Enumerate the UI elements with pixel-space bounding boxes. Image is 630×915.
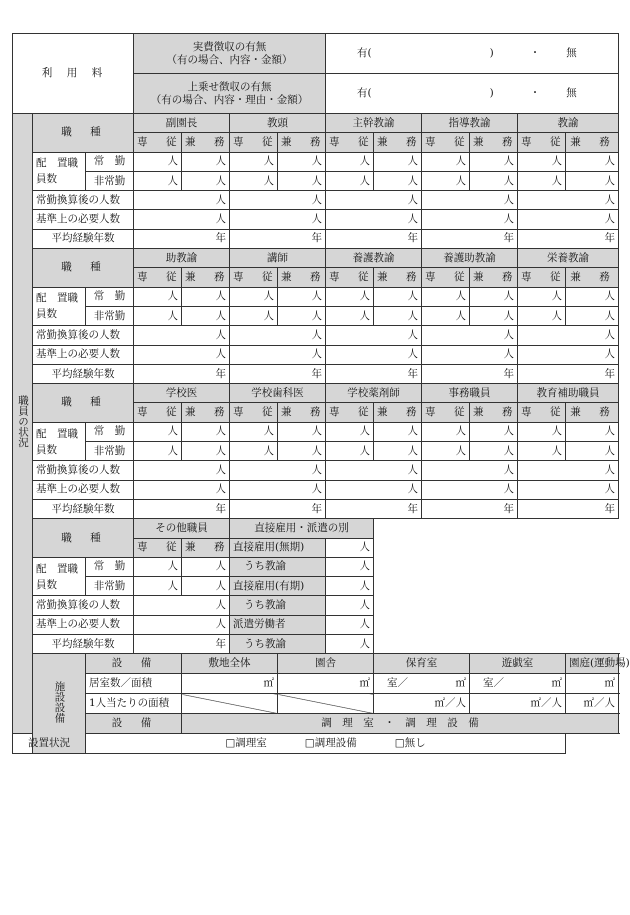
full-time-dedicated-header: 専 従 [230, 403, 278, 422]
required-label: 基準上の必要人数 [33, 210, 134, 229]
total-cell[interactable]: 年 [326, 229, 422, 248]
m2-unit: ㎡ [455, 677, 467, 690]
of-which-teacher-label: うち教諭 [230, 596, 326, 615]
table-row [13, 152, 619, 171]
full-time-dedicated-header: 専 従 [422, 268, 470, 287]
job-type-header: 職 種 [33, 249, 134, 288]
concurrent-header: 兼 務 [182, 538, 230, 557]
table-row [13, 364, 619, 383]
required-label: 基準上の必要人数 [33, 480, 134, 499]
count-cell[interactable]: 人 [326, 306, 374, 325]
actual-fee-title: 実費徴収の有無 [192, 40, 267, 53]
extra-fee-sub: （有の場合、内容・理由・金額） [150, 93, 309, 106]
staff-section-label [13, 114, 33, 734]
total-cell[interactable]: 人 [326, 461, 422, 480]
total-cell[interactable]: 人 [422, 326, 518, 345]
job-title-header: 学校医 [134, 384, 230, 403]
job-title-header: 事務職員 [422, 384, 518, 403]
count-cell[interactable]: 人 [278, 287, 326, 306]
count-cell[interactable]: 人 [422, 306, 470, 325]
count-cell[interactable]: 人 [470, 152, 518, 171]
placement-label [33, 287, 86, 326]
table-row [13, 229, 619, 248]
count-cell[interactable]: 人 [374, 422, 422, 441]
room-prefix: 室／ [387, 677, 409, 690]
blank-area [374, 519, 518, 654]
full-time-dedicated-header: 専 従 [422, 133, 470, 152]
total-cell[interactable]: 人 [134, 210, 230, 229]
other-staff-header: その他職員 [134, 519, 230, 538]
per-person-cell[interactable]: ㎡／人 [566, 694, 619, 714]
parttime-label: 非常勤 [86, 171, 134, 190]
table-row [13, 557, 619, 576]
equipment-header: 設 備 [86, 654, 182, 674]
job-title-header: 学校薬剤師 [326, 384, 422, 403]
table-row [13, 384, 619, 403]
count-cell[interactable]: 人 [326, 152, 374, 171]
employment-type-header: 直接雇用・派遣の別 [230, 519, 374, 538]
full-time-dedicated-header: 専 従 [134, 538, 182, 557]
full-time-dedicated-header: 専 従 [326, 268, 374, 287]
count-cell[interactable]: 人 [182, 287, 230, 306]
total-cell[interactable]: 人 [422, 461, 518, 480]
table-row [13, 210, 619, 229]
total-cell[interactable]: 年 [230, 499, 326, 518]
table-row [13, 635, 619, 654]
count-cell[interactable]: 人 [134, 171, 182, 190]
count-cell[interactable]: 人 [422, 442, 470, 461]
total-cell[interactable]: 人 [230, 210, 326, 229]
fte-label: 常勤換算後の人数 [33, 461, 134, 480]
total-cell[interactable]: 人 [422, 345, 518, 364]
total-cell[interactable]: 人 [518, 210, 619, 229]
area-cell[interactable]: ㎡ [566, 674, 619, 694]
table-row [13, 615, 619, 634]
job-title-header: 養護教諭 [326, 249, 422, 268]
count-cell[interactable]: 人 [374, 152, 422, 171]
count-cell[interactable]: 人 [326, 422, 374, 441]
count-cell[interactable]: 人 [566, 422, 619, 441]
count-cell[interactable]: 人 [518, 152, 566, 171]
extra-fee-title: 上乗せ徴収の有無 [187, 80, 272, 93]
concurrent-header: 兼 務 [566, 133, 619, 152]
parttime-label: 非常勤 [86, 306, 134, 325]
job-type-header: 職 種 [33, 384, 134, 423]
close-paren: ) [489, 47, 494, 59]
job-title-header: 指導教諭 [422, 114, 518, 133]
count-cell[interactable]: 人 [182, 422, 230, 441]
separator: ・ [529, 87, 541, 99]
concurrent-header: 兼 務 [374, 268, 422, 287]
total-cell[interactable]: 年 [422, 364, 518, 383]
fulltime-label: 常 勤 [86, 287, 134, 306]
total-cell[interactable]: 年 [518, 229, 619, 248]
total-cell[interactable]: 年 [518, 499, 619, 518]
form-sheet [12, 33, 630, 883]
count-cell[interactable]: 人 [134, 152, 182, 171]
concurrent-header: 兼 務 [278, 133, 326, 152]
total-cell[interactable]: 人 [230, 345, 326, 364]
total-cell[interactable]: 人 [134, 326, 230, 345]
concurrent-header: 兼 務 [182, 403, 230, 422]
count-cell[interactable]: 人 [230, 442, 278, 461]
yes-option[interactable]: 有( [357, 47, 372, 59]
facility-col-header: 園舎 [278, 654, 374, 674]
kitchen-none-checkbox[interactable]: □無し [394, 737, 426, 750]
count-cell[interactable]: 人 [470, 442, 518, 461]
count-cell[interactable]: 人 [326, 287, 374, 306]
per-person-cell[interactable]: ㎡／人 [374, 694, 470, 714]
of-which-teacher-label: うち教諭 [230, 635, 326, 654]
avg-years-label: 平均経験年数 [33, 364, 134, 383]
concurrent-header: 兼 務 [374, 133, 422, 152]
job-title-header: 栄養教諭 [518, 249, 619, 268]
total-cell[interactable]: 人 [422, 480, 518, 499]
count-cell[interactable]: 人 [470, 306, 518, 325]
full-time-dedicated-header: 専 従 [518, 133, 566, 152]
placement-text: 配 置職員数 [36, 427, 78, 456]
total-cell[interactable]: 年 [230, 364, 326, 383]
concurrent-header: 兼 務 [278, 403, 326, 422]
total-cell[interactable]: 人 [326, 480, 422, 499]
count-cell[interactable]: 人 [374, 287, 422, 306]
direct-indefinite-label: 直接雇用(無期) [230, 538, 326, 557]
diagonal-cell [182, 694, 278, 714]
count-cell[interactable]: 人 [182, 577, 230, 596]
total-cell[interactable]: 人 [326, 326, 422, 345]
facility-info-table [12, 33, 630, 754]
avg-years-label: 平均経験年数 [33, 229, 134, 248]
parttime-label: 非常勤 [86, 442, 134, 461]
job-title-header: 養護助教諭 [422, 249, 518, 268]
count-cell[interactable]: 人 [326, 635, 374, 654]
table-row [13, 499, 619, 518]
table-row [13, 734, 619, 754]
full-time-dedicated-header: 専 従 [518, 268, 566, 287]
total-cell[interactable]: 人 [422, 191, 518, 210]
job-title-header: 教頭 [230, 114, 326, 133]
concurrent-header: 兼 務 [470, 268, 518, 287]
count-cell[interactable]: 人 [326, 577, 374, 596]
dispatched-label: 派遣労働者 [230, 615, 326, 634]
count-cell[interactable]: 人 [566, 152, 619, 171]
fte-label: 常勤換算後の人数 [33, 596, 134, 615]
concurrent-header: 兼 務 [182, 133, 230, 152]
count-cell[interactable]: 人 [422, 422, 470, 441]
full-time-dedicated-header: 専 従 [134, 133, 182, 152]
count-cell[interactable]: 人 [326, 442, 374, 461]
total-cell[interactable]: 年 [518, 364, 619, 383]
table-row [13, 674, 619, 694]
total-cell[interactable]: 人 [326, 191, 422, 210]
table-row [13, 345, 619, 364]
facility-col-header: 敷地全体 [182, 654, 278, 674]
total-cell[interactable]: 年 [134, 499, 230, 518]
count-cell[interactable]: 人 [326, 171, 374, 190]
table-row [13, 114, 619, 133]
kitchen-options [86, 734, 566, 754]
total-cell[interactable]: 人 [134, 345, 230, 364]
full-time-dedicated-header: 専 従 [422, 403, 470, 422]
total-cell[interactable]: 人 [134, 191, 230, 210]
required-label: 基準上の必要人数 [33, 345, 134, 364]
total-cell[interactable]: 人 [518, 480, 619, 499]
total-cell[interactable]: 年 [326, 499, 422, 518]
total-cell[interactable]: 人 [326, 210, 422, 229]
placement-text: 配 置職員数 [36, 562, 78, 591]
fte-label: 常勤換算後の人数 [33, 191, 134, 210]
total-cell[interactable]: 人 [134, 461, 230, 480]
fulltime-label: 常 勤 [86, 422, 134, 441]
actual-fee-heading [134, 34, 326, 74]
total-cell[interactable]: 年 [134, 635, 230, 654]
table-row [13, 577, 619, 596]
total-cell[interactable]: 年 [422, 229, 518, 248]
job-title-header: 助教諭 [134, 249, 230, 268]
count-cell[interactable]: 人 [374, 171, 422, 190]
placement-label [33, 557, 86, 596]
full-time-dedicated-header: 専 従 [134, 403, 182, 422]
count-cell[interactable]: 人 [278, 442, 326, 461]
of-which-teacher-label: うち教諭 [230, 557, 326, 576]
table-row [13, 480, 619, 499]
count-cell[interactable]: 人 [566, 442, 619, 461]
total-cell[interactable]: 年 [134, 364, 230, 383]
job-title-header: 主幹教諭 [326, 114, 422, 133]
full-time-dedicated-header: 専 従 [326, 403, 374, 422]
job-title-header: 講師 [230, 249, 326, 268]
count-cell[interactable]: 人 [134, 577, 182, 596]
table-row [13, 694, 619, 714]
total-cell[interactable]: 年 [422, 499, 518, 518]
count-cell[interactable]: 人 [230, 171, 278, 190]
count-cell[interactable]: 人 [422, 152, 470, 171]
count-cell[interactable]: 人 [134, 287, 182, 306]
count-cell[interactable]: 人 [518, 442, 566, 461]
count-cell[interactable]: 人 [566, 287, 619, 306]
total-cell[interactable]: 人 [326, 345, 422, 364]
count-cell[interactable]: 人 [374, 442, 422, 461]
room-area-cell[interactable] [470, 674, 566, 694]
total-cell[interactable]: 人 [518, 461, 619, 480]
count-cell[interactable]: 人 [422, 287, 470, 306]
total-cell[interactable]: 人 [422, 210, 518, 229]
count-cell[interactable]: 人 [470, 287, 518, 306]
count-cell[interactable]: 人 [518, 306, 566, 325]
actual-fee-sub: （有の場合、内容・金額） [166, 53, 293, 66]
table-row [13, 249, 619, 268]
total-cell[interactable]: 人 [230, 461, 326, 480]
concurrent-header: 兼 務 [374, 403, 422, 422]
table-row [13, 596, 619, 615]
count-cell[interactable]: 人 [134, 557, 182, 576]
table-row [13, 442, 619, 461]
total-cell[interactable]: 人 [518, 345, 619, 364]
equipment-header: 設 備 [86, 714, 182, 734]
concurrent-header: 兼 務 [182, 268, 230, 287]
concurrent-header: 兼 務 [470, 403, 518, 422]
count-cell[interactable]: 人 [134, 306, 182, 325]
table-row [13, 191, 619, 210]
count-cell[interactable]: 人 [470, 171, 518, 190]
kitchen-room-checkbox[interactable]: □調理室 [225, 737, 267, 750]
placement-text: 配 置職員数 [36, 157, 78, 186]
full-time-dedicated-header: 専 従 [230, 268, 278, 287]
table-row [13, 171, 619, 190]
full-time-dedicated-header: 専 従 [326, 133, 374, 152]
table-row [13, 714, 619, 734]
table-row [13, 422, 619, 441]
fte-label: 常勤換算後の人数 [33, 326, 134, 345]
table-row [13, 306, 619, 325]
count-cell[interactable]: 人 [326, 596, 374, 615]
table-row [13, 519, 619, 538]
table-row [13, 287, 619, 306]
yes-option[interactable]: 有( [357, 87, 372, 99]
job-title-header: 教諭 [518, 114, 619, 133]
room-area-cell[interactable] [374, 674, 470, 694]
total-cell[interactable]: 年 [134, 229, 230, 248]
job-title-header: 学校歯科医 [230, 384, 326, 403]
none-option[interactable]: 無 [566, 47, 577, 59]
room-prefix: 室／ [483, 677, 505, 690]
fee-label: 利 用 料 [13, 34, 134, 114]
total-cell[interactable]: 人 [518, 326, 619, 345]
count-cell[interactable]: 人 [182, 171, 230, 190]
count-cell[interactable]: 人 [278, 171, 326, 190]
count-cell[interactable]: 人 [326, 615, 374, 634]
extra-fee-answer[interactable] [326, 74, 619, 114]
count-cell[interactable]: 人 [518, 287, 566, 306]
job-title-header: 副園長 [134, 114, 230, 133]
per-person-label: 1人当たりの面積 [86, 694, 182, 714]
total-cell[interactable]: 年 [230, 229, 326, 248]
count-cell[interactable]: 人 [566, 171, 619, 190]
count-cell[interactable]: 人 [230, 306, 278, 325]
full-time-dedicated-header: 専 従 [230, 133, 278, 152]
job-type-header: 職 種 [33, 519, 134, 558]
total-cell[interactable]: 人 [230, 191, 326, 210]
count-cell[interactable]: 人 [326, 557, 374, 576]
count-cell[interactable]: 人 [182, 152, 230, 171]
count-cell[interactable]: 人 [470, 422, 518, 441]
total-cell[interactable]: 人 [134, 596, 230, 615]
job-title-header: 教育補助職員 [518, 384, 619, 403]
total-cell[interactable]: 人 [134, 615, 230, 634]
kitchen-heading: 調 理 室 ・ 調 理 設 備 [182, 714, 619, 734]
staff-section-text: 職員の状況 [17, 395, 29, 448]
placement-label [33, 422, 86, 461]
required-label: 基準上の必要人数 [33, 615, 134, 634]
count-cell[interactable]: 人 [326, 538, 374, 557]
avg-years-label: 平均経験年数 [33, 635, 134, 654]
count-cell[interactable]: 人 [422, 171, 470, 190]
fulltime-label: 常 勤 [86, 152, 134, 171]
table-row [13, 461, 619, 480]
kitchen-equipment-checkbox[interactable]: □調理設備 [304, 737, 357, 750]
parttime-label: 非常勤 [86, 577, 134, 596]
fulltime-label: 常 勤 [86, 557, 134, 576]
count-cell[interactable]: 人 [566, 306, 619, 325]
count-cell[interactable]: 人 [230, 287, 278, 306]
count-cell[interactable]: 人 [134, 442, 182, 461]
diagonal-cell [278, 694, 374, 714]
area-cell[interactable]: ㎡ [182, 674, 278, 694]
facility-col-header: 保育室 [374, 654, 470, 674]
count-cell[interactable]: 人 [182, 442, 230, 461]
total-cell[interactable]: 年 [326, 364, 422, 383]
avg-years-label: 平均経験年数 [33, 499, 134, 518]
total-cell[interactable]: 人 [518, 191, 619, 210]
per-person-cell[interactable]: ㎡／人 [470, 694, 566, 714]
table-row [13, 34, 619, 74]
close-paren: ) [489, 87, 494, 99]
facility-section-text: 施設設備 [53, 680, 66, 723]
count-cell[interactable]: 人 [230, 422, 278, 441]
facility-col-header: 遊戯室 [470, 654, 566, 674]
placement-text: 配 置職員数 [36, 292, 78, 321]
table-row [13, 654, 619, 674]
job-type-header: 職 種 [33, 114, 134, 153]
actual-fee-answer[interactable] [326, 34, 619, 74]
count-cell[interactable]: 人 [134, 422, 182, 441]
direct-fixed-label: 直接雇用(有期) [230, 577, 326, 596]
full-time-dedicated-header: 専 従 [134, 268, 182, 287]
full-time-dedicated-header: 専 従 [518, 403, 566, 422]
concurrent-header: 兼 務 [566, 403, 619, 422]
count-cell[interactable]: 人 [182, 557, 230, 576]
facility-col-header: 園庭(運動場) [566, 654, 619, 674]
m2-unit: ㎡ [551, 677, 563, 690]
status-label: 設置状況 [13, 734, 86, 754]
total-cell[interactable]: 人 [134, 480, 230, 499]
none-option[interactable]: 無 [566, 87, 577, 99]
rooms-area-label: 居室数／面積 [86, 674, 182, 694]
total-cell[interactable]: 人 [230, 480, 326, 499]
concurrent-header: 兼 務 [470, 133, 518, 152]
concurrent-header: 兼 務 [278, 268, 326, 287]
count-cell[interactable]: 人 [182, 306, 230, 325]
total-cell[interactable]: 人 [230, 326, 326, 345]
count-cell[interactable]: 人 [278, 306, 326, 325]
separator: ・ [529, 47, 541, 59]
count-cell[interactable]: 人 [518, 422, 566, 441]
count-cell[interactable]: 人 [374, 306, 422, 325]
area-cell[interactable]: ㎡ [278, 674, 374, 694]
placement-label [33, 152, 86, 191]
count-cell[interactable]: 人 [518, 171, 566, 190]
count-cell[interactable]: 人 [278, 422, 326, 441]
count-cell[interactable]: 人 [278, 152, 326, 171]
extra-fee-heading [134, 74, 326, 114]
count-cell[interactable]: 人 [230, 152, 278, 171]
concurrent-header: 兼 務 [566, 268, 619, 287]
table-row [13, 326, 619, 345]
